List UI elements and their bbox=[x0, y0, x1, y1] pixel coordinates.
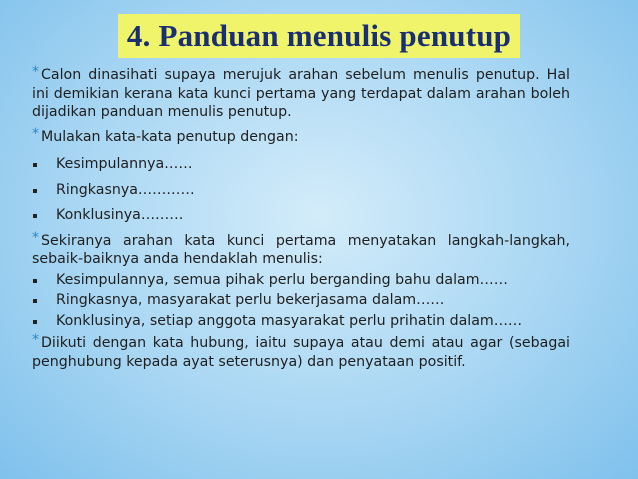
star-bullet-icon: * bbox=[32, 125, 39, 142]
star-bullet-icon: * bbox=[32, 332, 39, 348]
paragraph-3-text: Sekiranya arahan kata kunci pertama menyatakan langkah-langkah, sebaik-baiknya anda hendaklah menulis: bbox=[32, 232, 570, 267]
paragraph-4-text: Diikuti dengan kata hubung, iaitu supaya atau demi atau agar (sebagai penghubung kepada ayat seterusnya) dan penyataan positif. bbox=[32, 335, 570, 370]
list-item: Kesimpulannya, semua pihak perlu berganding bahu dalam…… bbox=[32, 271, 570, 290]
example-sentence-list bbox=[32, 271, 570, 331]
paragraph-1-text: Calon dinasihati supaya merujuk arahan sebelum menulis penutup. Hal ini demikian kerana kata kunci pertama yang terdapat dalam arahan boleh dijadikan panduan menulis penutup. bbox=[32, 67, 570, 120]
opening-phrase-list bbox=[32, 155, 570, 225]
star-bullet-icon: * bbox=[32, 229, 39, 246]
slide-body bbox=[32, 66, 570, 373]
list-item: Ringkasnya………… bbox=[32, 181, 570, 200]
paragraph-2-text: Mulakan kata-kata penutup dengan: bbox=[41, 128, 299, 145]
paragraph-3 bbox=[32, 229, 570, 269]
list-item: Konklusinya, setiap anggota masyarakat perlu prihatin dalam…… bbox=[32, 312, 570, 331]
paragraph-1 bbox=[32, 66, 570, 122]
list-item: Konklusinya……… bbox=[32, 206, 570, 225]
list-item: Ringkasnya, masyarakat perlu bekerjasama dalam…… bbox=[32, 291, 570, 310]
list-item: Kesimpulannya…… bbox=[32, 155, 570, 174]
paragraph-4 bbox=[32, 334, 570, 371]
star-bullet-icon: * bbox=[32, 64, 39, 80]
title-banner bbox=[118, 14, 520, 58]
slide-title: 4. Panduan menulis penutup bbox=[126, 18, 512, 53]
paragraph-2 bbox=[32, 125, 570, 147]
